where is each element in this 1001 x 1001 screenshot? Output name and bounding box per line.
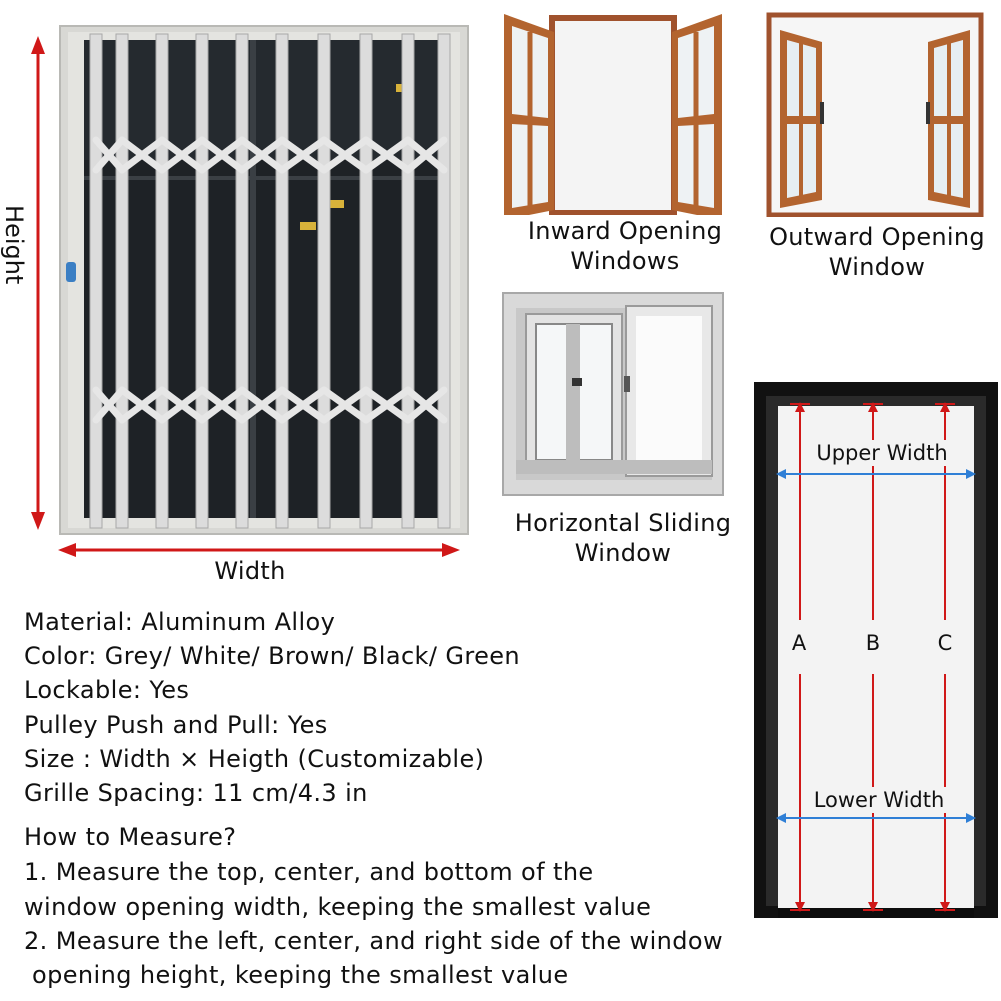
spec-lockable: Lockable: Yes (24, 676, 190, 704)
howto-line-1: 1. Measure the top, center, and bottom of the (24, 858, 594, 886)
height-label: Height (0, 205, 28, 285)
sliding-window-drawing (502, 292, 724, 496)
spec-color: Color: Grey/ White/ Brown/ Black/ Green (24, 642, 521, 670)
measure-b-label: B (860, 628, 886, 658)
outward-window-figure (766, 12, 986, 217)
howto-line-2: window opening width, keeping the smallest value (24, 893, 652, 921)
height-arrow-bottom (31, 512, 45, 530)
spec-pulley: Pulley Push and Pull: Yes (24, 711, 328, 739)
measure-a-label: A (786, 628, 812, 658)
inward-label-line1: Inward Opening (527, 217, 723, 245)
outward-label-line2: Window (828, 253, 926, 281)
spec-material: Material: Aluminum Alloy (24, 608, 336, 636)
spec-grille-spacing: Grille Spacing: 11 cm/4.3 in (24, 779, 368, 807)
spec-size: Size : Width × Heigth (Customizable) (24, 745, 485, 773)
howto-line-4: opening height, keeping the smallest value (24, 961, 569, 989)
inward-window-drawing (500, 10, 730, 215)
width-arrow-left (58, 543, 76, 557)
sliding-label (490, 508, 756, 568)
sliding-label-line1: Horizontal Sliding (514, 509, 732, 537)
sliding-label-line2: Window (574, 539, 672, 567)
height-arrow-top (31, 36, 45, 54)
inward-label (500, 216, 750, 276)
sliding-window-figure (502, 292, 724, 496)
lock-icon (66, 262, 76, 282)
howto-line-3: 2. Measure the left, center, and right side of the window (24, 927, 724, 955)
width-label: Width (214, 557, 286, 585)
grille-window-drawing (0, 0, 480, 600)
inward-window-figure (500, 10, 730, 215)
howto-title: How to Measure? (24, 823, 237, 851)
lower-width-label: Lower Width (806, 787, 952, 813)
grille-window-figure (0, 0, 480, 600)
upper-width-label: Upper Width (806, 440, 958, 466)
outward-label (752, 222, 1001, 282)
outward-label-line1: Outward Opening (769, 223, 985, 251)
outward-window-drawing (766, 12, 986, 217)
width-arrow-right (442, 543, 460, 557)
inward-label-line2: Windows (570, 247, 680, 275)
measure-c-label: C (932, 628, 958, 658)
